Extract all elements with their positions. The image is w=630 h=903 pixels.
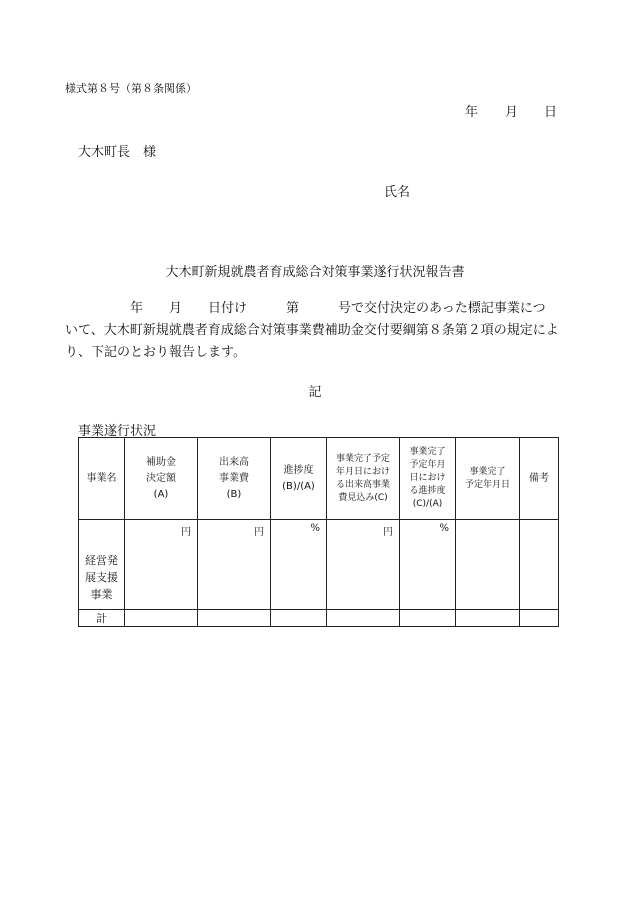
body-text (65, 298, 585, 364)
cell-expected-cost: 円 (327, 520, 400, 610)
col-header-project-name: 事業名 (79, 438, 125, 520)
name-label: 氏名 (384, 185, 411, 200)
body-line: いて、大木町新規就農者育成総合対策事業費補助金交付要綱第８条第２項の規定によ (65, 323, 559, 338)
total-cell (327, 610, 400, 627)
cell-remarks (520, 520, 559, 610)
total-cell (125, 610, 198, 627)
row-project-name: 経営発 展支援 事業 (79, 520, 125, 610)
cell-progress: % (271, 520, 327, 610)
col-header-expected-cost: 事業完了予定 年月日におけ る出来高事業 費見込み(C) (327, 438, 400, 520)
header-row (79, 438, 559, 520)
cell-subsidy-amount: 円 (125, 520, 198, 610)
total-cell (400, 610, 456, 627)
addressee: 大木町長 様 (78, 145, 157, 160)
cell-expected-progress: % (400, 520, 456, 610)
ki-heading: 記 (308, 385, 322, 400)
date-day: 日 (544, 105, 558, 120)
body-line: り、下記のとおり報告します。 (65, 345, 246, 360)
col-header-expected-progress: 事業完了 予定年月 日におけ る進捗度 (C)/(A) (400, 438, 456, 520)
total-cell (520, 610, 559, 627)
status-table (78, 437, 559, 627)
form-number: 様式第８号（第８条関係） (65, 82, 197, 95)
document-title: 大木町新規就農者育成総合対策事業遂行状況報告書 (165, 265, 465, 280)
total-cell (271, 610, 327, 627)
total-cell (198, 610, 271, 627)
col-header-subsidy-amount: 補助金 決定額 (A) (125, 438, 198, 520)
section-title: 事業遂行状況 (78, 424, 157, 439)
date-month: 月 (505, 105, 519, 120)
col-header-completion-date: 事業完了 予定年月日 (456, 438, 520, 520)
cell-output-cost: 円 (198, 520, 271, 610)
total-cell (456, 610, 520, 627)
col-header-remarks: 備考 (520, 438, 559, 520)
total-row (79, 610, 559, 627)
table-row (79, 520, 559, 610)
col-header-output-cost: 出来高 事業費 (B) (198, 438, 271, 520)
total-label: 計 (79, 610, 125, 627)
cell-completion-date (456, 520, 520, 610)
col-header-progress: 進捗度 (B)/(A) (271, 438, 327, 520)
date-year: 年 (465, 105, 479, 120)
body-line: 年 月 日付け 第 号で交付決定のあった標記事業につ (65, 301, 546, 316)
